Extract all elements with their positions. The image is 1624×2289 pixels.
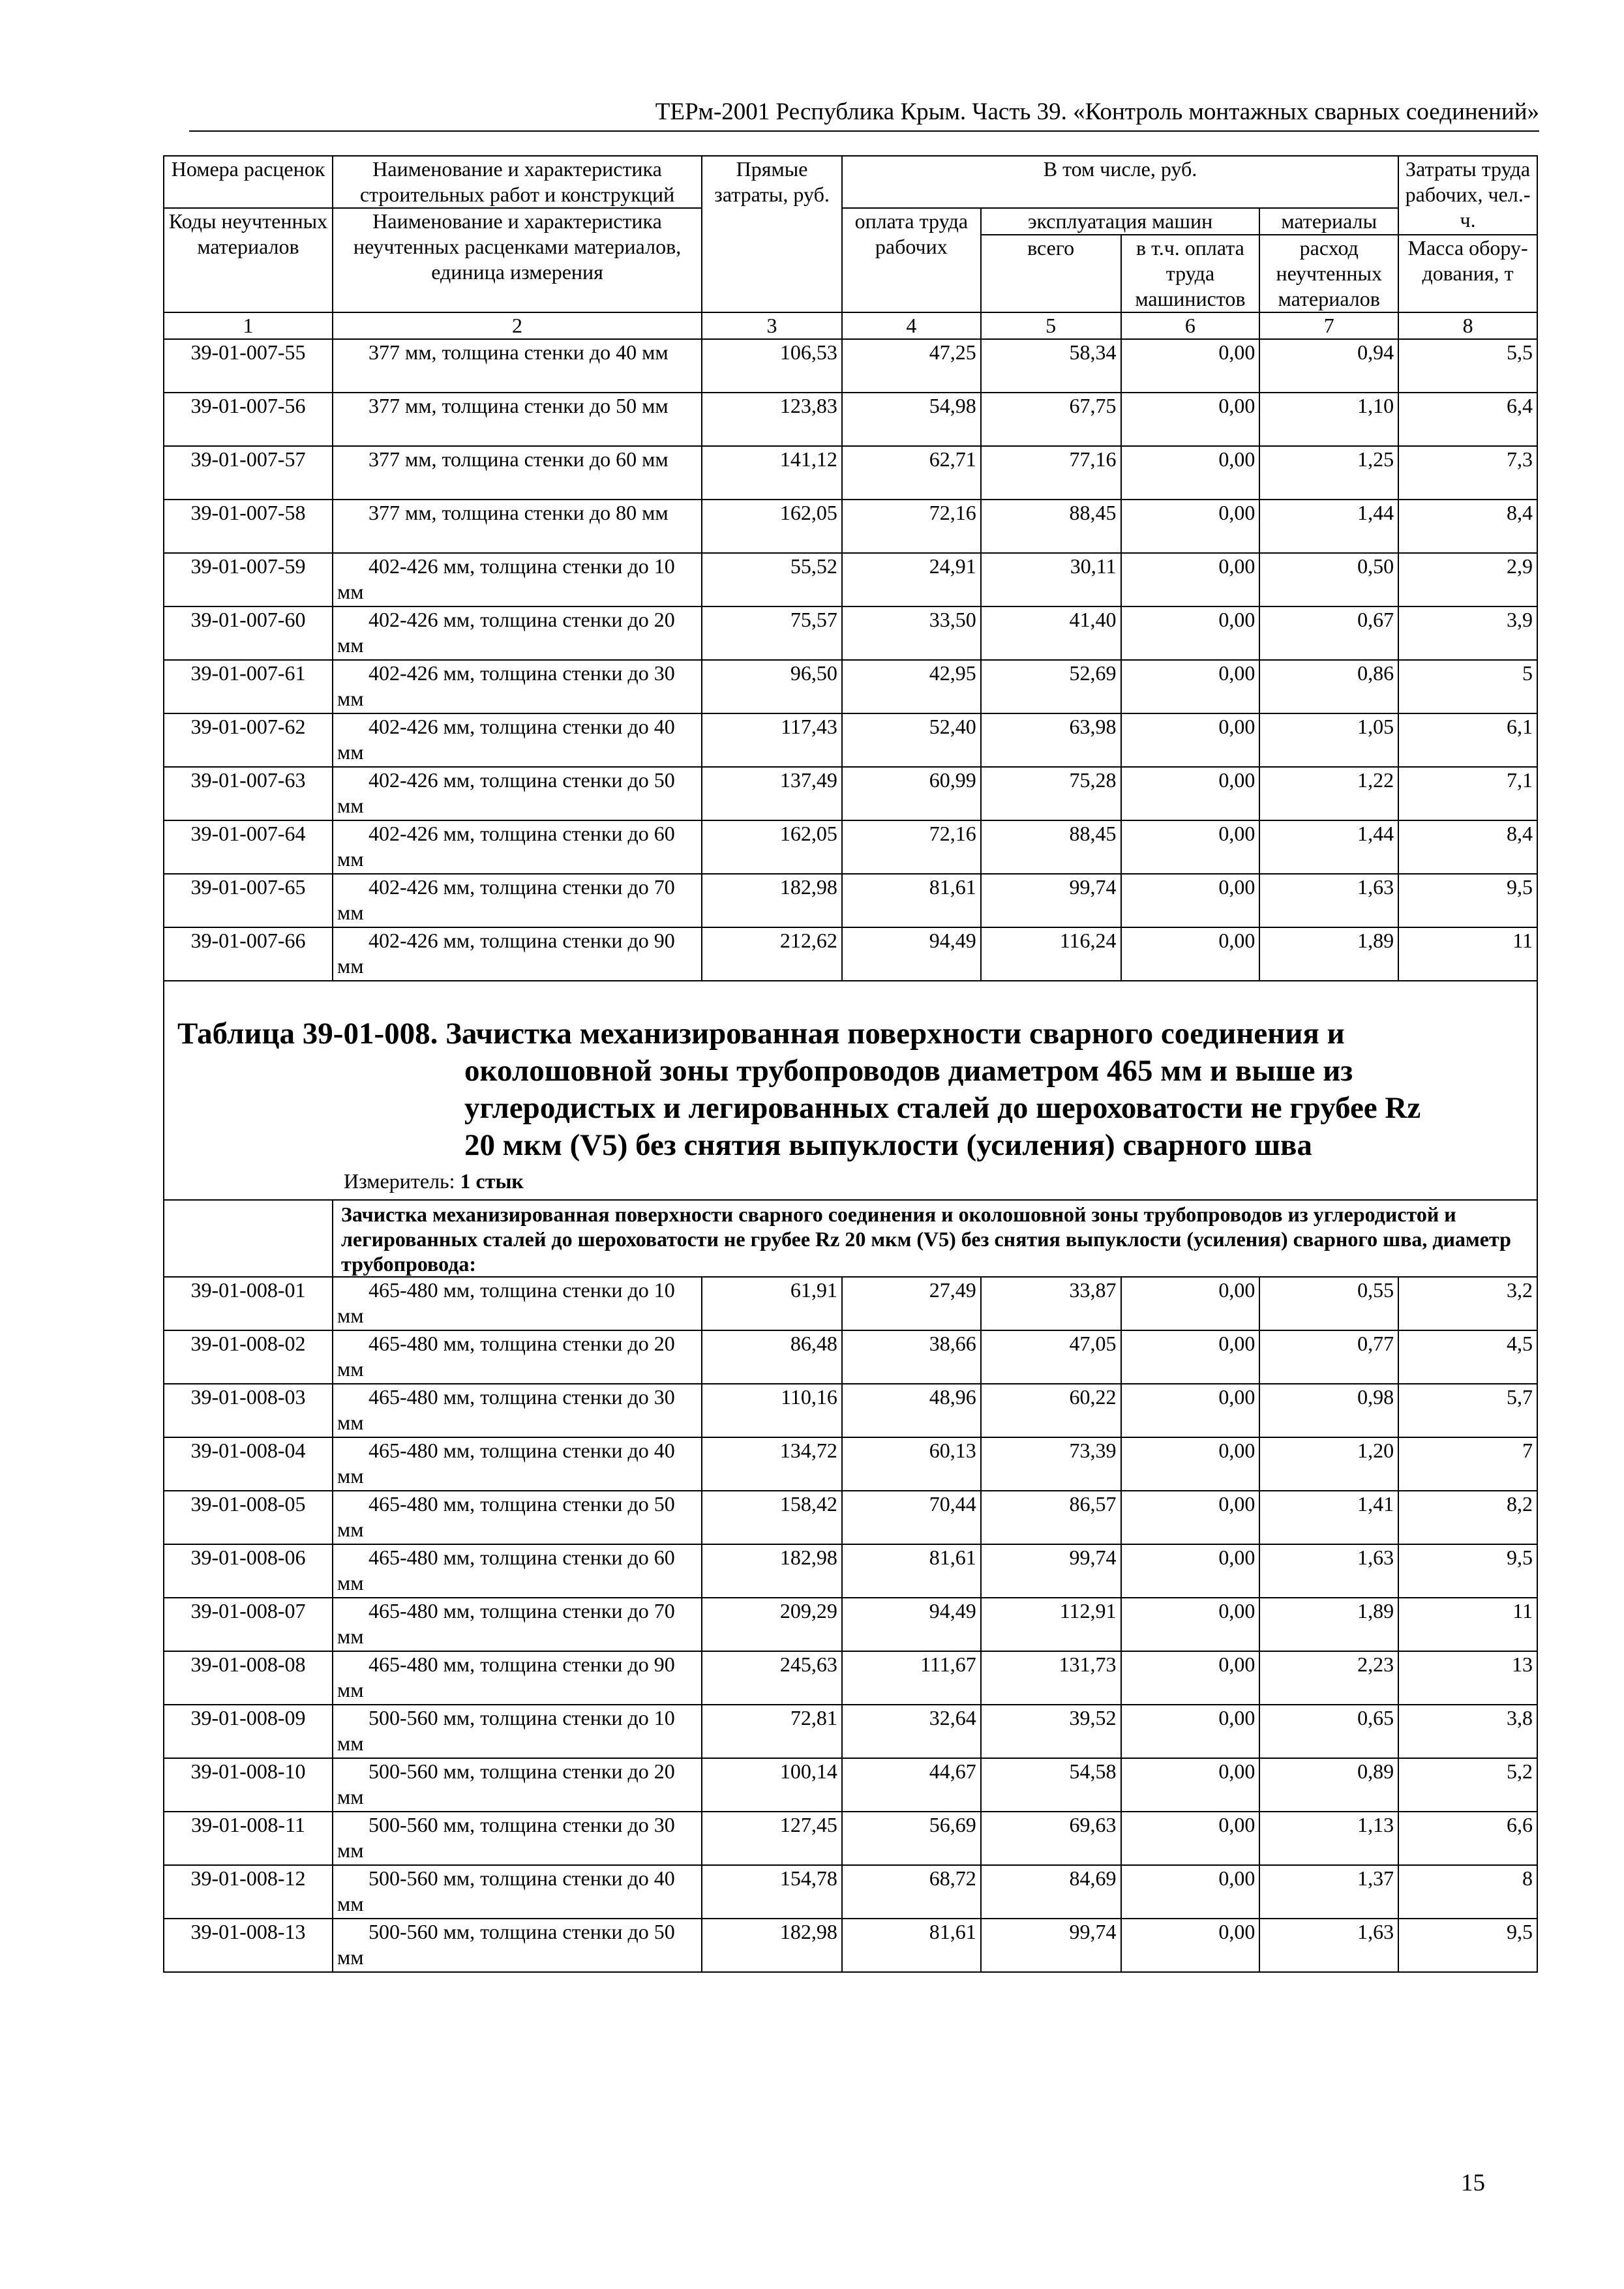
column-number: 6: [1121, 312, 1260, 339]
rate-code-cell: 39-01-008-13: [164, 1919, 333, 1972]
operator-pay-cell: 0,00: [1121, 874, 1260, 927]
table-title-number: Таблица 39-01-008.: [177, 1017, 438, 1051]
machines-total-cell: 131,73: [981, 1651, 1121, 1705]
rate-code-cell: 39-01-007-62: [164, 713, 333, 767]
table-title-cell: [164, 981, 1537, 1200]
machines-total-cell: 75,28: [981, 767, 1121, 820]
worker-pay-cell: 94,49: [842, 927, 981, 981]
rate-code-cell: 39-01-007-64: [164, 820, 333, 874]
machines-total-cell: 58,34: [981, 339, 1121, 393]
machines-total-cell: 60,22: [981, 1384, 1121, 1437]
work-description-cell: 465-480 мм, толщина стенки до 90 мм: [333, 1651, 702, 1705]
rate-code-cell: 39-01-007-58: [164, 500, 333, 553]
operator-pay-cell: 0,00: [1121, 1705, 1260, 1758]
worker-pay-cell: 56,69: [842, 1812, 981, 1865]
table-row: [164, 1865, 1537, 1919]
table-row: [164, 1812, 1537, 1865]
table-body: [164, 156, 1537, 1972]
direct-costs-cell: 245,63: [702, 1651, 842, 1705]
machines-total-cell: 33,87: [981, 1277, 1121, 1330]
machines-total-cell: 39,52: [981, 1705, 1121, 1758]
table-row: [164, 1651, 1537, 1705]
labor-costs-cell: 1,10: [1259, 393, 1398, 446]
labor-costs-cell: 1,37: [1259, 1865, 1398, 1919]
worker-pay-cell: 52,40: [842, 713, 981, 767]
direct-costs-cell: 123,83: [702, 393, 842, 446]
rate-code-cell: 39-01-008-06: [164, 1544, 333, 1598]
column-number: 7: [1259, 312, 1398, 339]
table-row: [164, 606, 1537, 660]
worker-pay-cell: 62,71: [842, 446, 981, 500]
col-header-machines-total: всего: [981, 235, 1121, 312]
rate-code-cell: 39-01-007-59: [164, 553, 333, 606]
direct-costs-cell: 182,98: [702, 874, 842, 927]
work-description-cell: 465-480 мм, толщина стенки до 70 мм: [333, 1598, 702, 1651]
work-description-cell: 500-560 мм, толщина стенки до 40 мм: [333, 1865, 702, 1919]
labor-costs-cell: 1,44: [1259, 820, 1398, 874]
table-row: [164, 339, 1537, 393]
equipment-mass-cell: 5,2: [1398, 1758, 1537, 1812]
rate-code-cell: 39-01-007-56: [164, 393, 333, 446]
machines-total-cell: 47,05: [981, 1330, 1121, 1384]
operator-pay-cell: 0,00: [1121, 1437, 1260, 1491]
operator-pay-cell: 0,00: [1121, 1277, 1260, 1330]
work-description-cell: 465-480 мм, толщина стенки до 50 мм: [333, 1491, 702, 1544]
work-description-cell: 377 мм, толщина стенки до 50 мм: [333, 393, 702, 446]
work-description-cell: 402-426 мм, толщина стенки до 40 мм: [333, 713, 702, 767]
col-header-machines: эксплуатация машин: [981, 208, 1260, 235]
column-number: 4: [842, 312, 981, 339]
rate-code-cell: 39-01-008-08: [164, 1651, 333, 1705]
worker-pay-cell: 33,50: [842, 606, 981, 660]
direct-costs-cell: 182,98: [702, 1544, 842, 1598]
section-row: [164, 1200, 1537, 1277]
equipment-mass-cell: 9,5: [1398, 874, 1537, 927]
machines-total-cell: 88,45: [981, 820, 1121, 874]
worker-pay-cell: 32,64: [842, 1705, 981, 1758]
labor-costs-cell: 1,63: [1259, 1544, 1398, 1598]
operator-pay-cell: 0,00: [1121, 1384, 1260, 1437]
worker-pay-cell: 48,96: [842, 1384, 981, 1437]
table-row: [164, 1919, 1537, 1972]
direct-costs-cell: 72,81: [702, 1705, 842, 1758]
work-description-cell: 402-426 мм, толщина стенки до 20 мм: [333, 606, 702, 660]
operator-pay-cell: 0,00: [1121, 1812, 1260, 1865]
labor-costs-cell: 1,22: [1259, 767, 1398, 820]
equipment-mass-cell: 4,5: [1398, 1330, 1537, 1384]
labor-costs-cell: 1,05: [1259, 713, 1398, 767]
direct-costs-cell: 212,62: [702, 927, 842, 981]
col-header-material-consumption: расход неучтенных материалов: [1259, 235, 1398, 312]
work-description-cell: 500-560 мм, толщина стенки до 30 мм: [333, 1812, 702, 1865]
table-row: [164, 1330, 1537, 1384]
table-row: [164, 820, 1537, 874]
worker-pay-cell: 44,67: [842, 1758, 981, 1812]
rate-code-cell: 39-01-008-07: [164, 1598, 333, 1651]
equipment-mass-cell: 7,1: [1398, 767, 1537, 820]
equipment-mass-cell: 5,7: [1398, 1384, 1537, 1437]
worker-pay-cell: 81,61: [842, 1919, 981, 1972]
operator-pay-cell: 0,00: [1121, 446, 1260, 500]
operator-pay-cell: 0,00: [1121, 339, 1260, 393]
table-row: [164, 713, 1537, 767]
equipment-mass-cell: 8,2: [1398, 1491, 1537, 1544]
col-header-including: В том числе, руб.: [842, 156, 1398, 208]
machines-total-cell: 88,45: [981, 500, 1121, 553]
operator-pay-cell: 0,00: [1121, 767, 1260, 820]
running-header: ТЕРм-2001 Республика Крым. Часть 39. «Контроль монтажных сварных соединений»: [189, 97, 1539, 132]
worker-pay-cell: 94,49: [842, 1598, 981, 1651]
operator-pay-cell: 0,00: [1121, 1651, 1260, 1705]
equipment-mass-cell: 6,4: [1398, 393, 1537, 446]
equipment-mass-cell: 6,1: [1398, 713, 1537, 767]
rate-code-cell: 39-01-007-63: [164, 767, 333, 820]
labor-costs-cell: 1,89: [1259, 1598, 1398, 1651]
rate-code-cell: 39-01-008-03: [164, 1384, 333, 1437]
labor-costs-cell: 1,25: [1259, 446, 1398, 500]
rate-code-cell: 39-01-008-04: [164, 1437, 333, 1491]
machines-total-cell: 86,57: [981, 1491, 1121, 1544]
rate-code-cell: 39-01-008-05: [164, 1491, 333, 1544]
table-row: [164, 553, 1537, 606]
labor-costs-cell: 0,67: [1259, 606, 1398, 660]
equipment-mass-cell: 7,3: [1398, 446, 1537, 500]
section-heading: Зачистка механизированная поверхности сварного соединения и околошовной зоны трубопроводов из углеродистой и легированных сталей до шероховатости не грубее Rz 20 мкм (V5) без снятия выпуклости (усиления) сварного шва, диаметр трубопровода:: [333, 1200, 1537, 1277]
worker-pay-cell: 81,61: [842, 874, 981, 927]
machines-total-cell: 54,58: [981, 1758, 1121, 1812]
work-description-cell: 465-480 мм, толщина стенки до 20 мм: [333, 1330, 702, 1384]
equipment-mass-cell: 13: [1398, 1651, 1537, 1705]
column-number: 3: [702, 312, 842, 339]
rate-code-cell: 39-01-008-11: [164, 1812, 333, 1865]
rate-code-cell: 39-01-008-01: [164, 1277, 333, 1330]
column-number: 5: [981, 312, 1121, 339]
work-description-cell: 402-426 мм, толщина стенки до 60 мм: [333, 820, 702, 874]
work-description-cell: 500-560 мм, толщина стенки до 10 мм: [333, 1705, 702, 1758]
worker-pay-cell: 47,25: [842, 339, 981, 393]
worker-pay-cell: 70,44: [842, 1491, 981, 1544]
column-number: 1: [164, 312, 333, 339]
labor-costs-cell: 0,50: [1259, 553, 1398, 606]
table-title: [177, 1015, 1537, 1164]
table-row: [164, 660, 1537, 713]
worker-pay-cell: 72,16: [842, 820, 981, 874]
work-description-cell: 402-426 мм, толщина стенки до 10 мм: [333, 553, 702, 606]
table-row: [164, 1384, 1537, 1437]
table-row: [164, 1491, 1537, 1544]
rate-code-cell: 39-01-007-65: [164, 874, 333, 927]
rate-code-cell: 39-01-008-12: [164, 1865, 333, 1919]
table-title-line-1: Зачистка механизированная поверхности сварного соединения и: [445, 1017, 1345, 1051]
rate-code-cell: 39-01-007-61: [164, 660, 333, 713]
direct-costs-cell: 86,48: [702, 1330, 842, 1384]
operator-pay-cell: 0,00: [1121, 660, 1260, 713]
labor-costs-cell: 0,94: [1259, 339, 1398, 393]
worker-pay-cell: 54,98: [842, 393, 981, 446]
labor-costs-cell: 0,86: [1259, 660, 1398, 713]
table-row: [164, 1598, 1537, 1651]
labor-costs-cell: 1,20: [1259, 1437, 1398, 1491]
col-header-materials: материалы: [1259, 208, 1398, 235]
worker-pay-cell: 111,67: [842, 1651, 981, 1705]
equipment-mass-cell: 7: [1398, 1437, 1537, 1491]
direct-costs-cell: 209,29: [702, 1598, 842, 1651]
direct-costs-cell: 117,43: [702, 713, 842, 767]
machines-total-cell: 116,24: [981, 927, 1121, 981]
operator-pay-cell: 0,00: [1121, 1491, 1260, 1544]
work-description-cell: 377 мм, толщина стенки до 40 мм: [333, 339, 702, 393]
work-description-cell: 465-480 мм, толщина стенки до 10 мм: [333, 1277, 702, 1330]
operator-pay-cell: 0,00: [1121, 927, 1260, 981]
direct-costs-cell: 75,57: [702, 606, 842, 660]
col-header-direct-costs: Прямые затраты, руб.: [702, 156, 842, 312]
rate-code-cell: 39-01-007-55: [164, 339, 333, 393]
machines-total-cell: 112,91: [981, 1598, 1121, 1651]
direct-costs-cell: 141,12: [702, 446, 842, 500]
direct-costs-cell: 162,05: [702, 500, 842, 553]
rate-code-cell: 39-01-008-09: [164, 1705, 333, 1758]
work-description-cell: 500-560 мм, толщина стенки до 20 мм: [333, 1758, 702, 1812]
machines-total-cell: 84,69: [981, 1865, 1121, 1919]
table-row: [164, 1544, 1537, 1598]
operator-pay-cell: 0,00: [1121, 820, 1260, 874]
direct-costs-cell: 55,52: [702, 553, 842, 606]
column-numbers-row: [164, 312, 1537, 339]
machines-total-cell: 41,40: [981, 606, 1121, 660]
operator-pay-cell: 0,00: [1121, 1598, 1260, 1651]
worker-pay-cell: 24,91: [842, 553, 981, 606]
direct-costs-cell: 158,42: [702, 1491, 842, 1544]
labor-costs-cell: 1,89: [1259, 927, 1398, 981]
operator-pay-cell: 0,00: [1121, 1544, 1260, 1598]
machines-total-cell: 63,98: [981, 713, 1121, 767]
work-description-cell: 377 мм, толщина стенки до 80 мм: [333, 500, 702, 553]
machines-total-cell: 52,69: [981, 660, 1121, 713]
labor-costs-cell: 0,55: [1259, 1277, 1398, 1330]
table-row: [164, 393, 1537, 446]
worker-pay-cell: 38,66: [842, 1330, 981, 1384]
operator-pay-cell: 0,00: [1121, 713, 1260, 767]
worker-pay-cell: 68,72: [842, 1865, 981, 1919]
labor-costs-cell: 0,89: [1259, 1758, 1398, 1812]
work-description-cell: 465-480 мм, толщина стенки до 40 мм: [333, 1437, 702, 1491]
col-header-worker-pay: оплата труда рабочих: [842, 208, 981, 312]
equipment-mass-cell: 5: [1398, 660, 1537, 713]
machines-total-cell: 99,74: [981, 1544, 1121, 1598]
worker-pay-cell: 72,16: [842, 500, 981, 553]
col-header-work-name: Наименование и характеристика строительных работ и конструкций: [333, 156, 702, 208]
worker-pay-cell: 27,49: [842, 1277, 981, 1330]
table-title-row: [164, 981, 1537, 1200]
labor-costs-cell: 1,63: [1259, 874, 1398, 927]
work-description-cell: 402-426 мм, толщина стенки до 90 мм: [333, 927, 702, 981]
direct-costs-cell: 134,72: [702, 1437, 842, 1491]
equipment-mass-cell: 3,9: [1398, 606, 1537, 660]
rate-code-cell: 39-01-007-57: [164, 446, 333, 500]
operator-pay-cell: 0,00: [1121, 553, 1260, 606]
section-code-cell: [164, 1200, 333, 1277]
rate-code-cell: 39-01-008-02: [164, 1330, 333, 1384]
machines-total-cell: 69,63: [981, 1812, 1121, 1865]
machines-total-cell: 99,74: [981, 1919, 1121, 1972]
equipment-mass-cell: 8: [1398, 1865, 1537, 1919]
equipment-mass-cell: 3,2: [1398, 1277, 1537, 1330]
labor-costs-cell: 2,23: [1259, 1651, 1398, 1705]
table-row: [164, 927, 1537, 981]
equipment-mass-cell: 9,5: [1398, 1544, 1537, 1598]
table-row: [164, 1437, 1537, 1491]
worker-pay-cell: 42,95: [842, 660, 981, 713]
machines-total-cell: 73,39: [981, 1437, 1121, 1491]
direct-costs-cell: 106,53: [702, 339, 842, 393]
col-header-rate-numbers: Номера расценок: [164, 156, 333, 208]
work-description-cell: 402-426 мм, толщина стенки до 70 мм: [333, 874, 702, 927]
work-description-cell: 500-560 мм, толщина стенки до 50 мм: [333, 1919, 702, 1972]
direct-costs-cell: 110,16: [702, 1384, 842, 1437]
direct-costs-cell: 61,91: [702, 1277, 842, 1330]
header-row-2: [164, 208, 1537, 235]
table-row: [164, 1277, 1537, 1330]
measure-label: Измеритель:: [344, 1169, 455, 1193]
work-description-cell: 402-426 мм, толщина стенки до 30 мм: [333, 660, 702, 713]
machines-total-cell: 67,75: [981, 393, 1121, 446]
labor-costs-cell: 1,63: [1259, 1919, 1398, 1972]
equipment-mass-cell: 6,6: [1398, 1812, 1537, 1865]
rate-code-cell: 39-01-007-66: [164, 927, 333, 981]
equipment-mass-cell: 3,8: [1398, 1705, 1537, 1758]
measure-value: 1 стык: [460, 1169, 524, 1193]
measure-line: [344, 1168, 1537, 1194]
operator-pay-cell: 0,00: [1121, 1865, 1260, 1919]
col-header-equipment-mass: Масса обору-дования, т: [1398, 235, 1537, 312]
table-row: [164, 1705, 1537, 1758]
col-header-operator-pay: в т.ч. оплата труда машинистов: [1121, 235, 1260, 312]
work-description-cell: 377 мм, толщина стенки до 60 мм: [333, 446, 702, 500]
operator-pay-cell: 0,00: [1121, 500, 1260, 553]
equipment-mass-cell: 8,4: [1398, 820, 1537, 874]
rate-code-cell: 39-01-007-60: [164, 606, 333, 660]
table-row: [164, 767, 1537, 820]
equipment-mass-cell: 11: [1398, 927, 1537, 981]
direct-costs-cell: 154,78: [702, 1865, 842, 1919]
equipment-mass-cell: 9,5: [1398, 1919, 1537, 1972]
col-header-labor-costs: Затраты труда рабочих, чел.-ч.: [1398, 156, 1537, 235]
direct-costs-cell: 96,50: [702, 660, 842, 713]
operator-pay-cell: 0,00: [1121, 1330, 1260, 1384]
machines-total-cell: 30,11: [981, 553, 1121, 606]
table-title-line-2: околошовной зоны трубопроводов диаметром 465 мм и выше из: [464, 1054, 1353, 1088]
table-row: [164, 500, 1537, 553]
equipment-mass-cell: 11: [1398, 1598, 1537, 1651]
column-number: 2: [333, 312, 702, 339]
table-title-line-3: углеродистых и легированных сталей до шероховатости не грубее Rz: [464, 1091, 1421, 1125]
direct-costs-cell: 162,05: [702, 820, 842, 874]
direct-costs-cell: 127,45: [702, 1812, 842, 1865]
machines-total-cell: 77,16: [981, 446, 1121, 500]
work-description-cell: 402-426 мм, толщина стенки до 50 мм: [333, 767, 702, 820]
direct-costs-cell: 100,14: [702, 1758, 842, 1812]
col-header-material-name: Наименование и характеристика неучтенных расценками материалов, единица измерения: [333, 208, 702, 312]
column-number: 8: [1398, 312, 1537, 339]
labor-costs-cell: 0,98: [1259, 1384, 1398, 1437]
equipment-mass-cell: 5,5: [1398, 339, 1537, 393]
rate-code-cell: 39-01-008-10: [164, 1758, 333, 1812]
labor-costs-cell: 1,41: [1259, 1491, 1398, 1544]
labor-costs-cell: 0,77: [1259, 1330, 1398, 1384]
operator-pay-cell: 0,00: [1121, 393, 1260, 446]
page-number: 15: [1461, 2170, 1485, 2196]
operator-pay-cell: 0,00: [1121, 1758, 1260, 1812]
table-row: [164, 446, 1537, 500]
equipment-mass-cell: 2,9: [1398, 553, 1537, 606]
worker-pay-cell: 60,13: [842, 1437, 981, 1491]
work-description-cell: 465-480 мм, толщина стенки до 30 мм: [333, 1384, 702, 1437]
labor-costs-cell: 0,65: [1259, 1705, 1398, 1758]
labor-costs-cell: 1,13: [1259, 1812, 1398, 1865]
rates-table: [163, 155, 1538, 1973]
direct-costs-cell: 182,98: [702, 1919, 842, 1972]
col-header-material-codes: Коды неучтенных материалов: [164, 208, 333, 312]
labor-costs-cell: 1,44: [1259, 500, 1398, 553]
table-row: [164, 874, 1537, 927]
worker-pay-cell: 81,61: [842, 1544, 981, 1598]
work-description-cell: 465-480 мм, толщина стенки до 60 мм: [333, 1544, 702, 1598]
operator-pay-cell: 0,00: [1121, 1919, 1260, 1972]
machines-total-cell: 99,74: [981, 874, 1121, 927]
equipment-mass-cell: 8,4: [1398, 500, 1537, 553]
table-title-line-4: 20 мкм (V5) без снятия выпуклости (усиления) сварного шва: [464, 1128, 1312, 1162]
operator-pay-cell: 0,00: [1121, 606, 1260, 660]
table-row: [164, 1758, 1537, 1812]
header-row-1: [164, 156, 1537, 208]
direct-costs-cell: 137,49: [702, 767, 842, 820]
worker-pay-cell: 60,99: [842, 767, 981, 820]
